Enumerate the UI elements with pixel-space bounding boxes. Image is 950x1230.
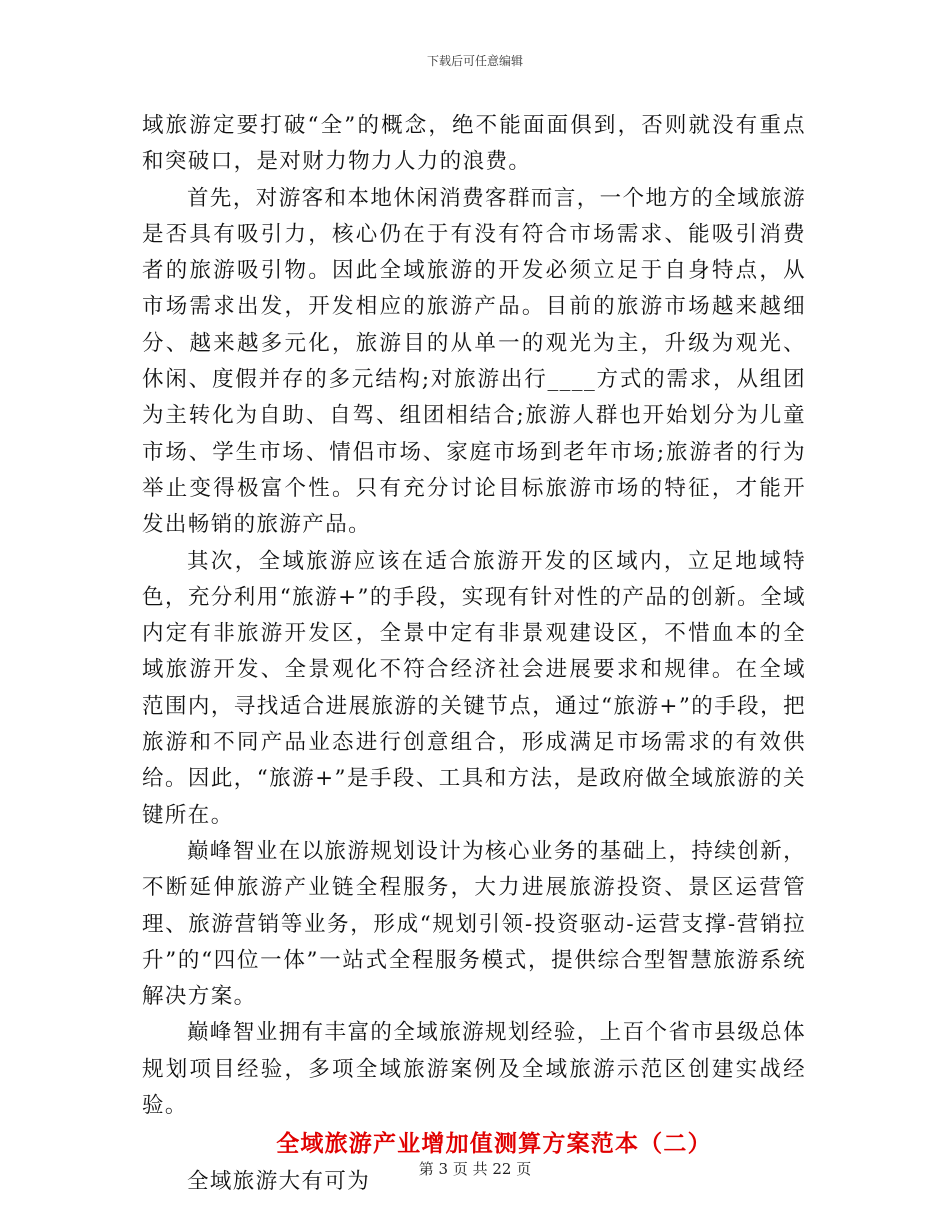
paragraph-continuation: 域旅游定要打破“全”的概念，绝不能面面俱到，否则就没有重点和突破口，是对财力物力人力的浪费。	[142, 113, 806, 175]
page-header: 下载后可任意编辑	[426, 54, 523, 68]
section-heading: 全域旅游产业增加值测算方案范本（二）	[276, 1130, 712, 1158]
paragraph-company-experience: 巅峰智业拥有丰富的全域旅游规划经验，上百个省市县级总体规划项目经验，多项全域旅游案例及全域旅游示范区创建实战经验。	[142, 1020, 806, 1119]
page-footer: 第 3 页 共 22 页	[418, 1160, 532, 1178]
paragraph-company-services: 巅峰智业在以旅游规划设计为核心业务的基础上，持续创新，不断延伸旅游产业链全程服务，大力进展旅游投资、景区运营管理、旅游营销等业务，形成“规划引领-投资驱动-运营支撑-营销拉升”的“四位一体”一站式全程服务模式，提供综合型智慧旅游系统解决方案。	[142, 838, 806, 1010]
document-body	[142, 108, 806, 1201]
paragraph-market-demand: 首先，对游客和本地休闲消费客群而言，一个地方的全域旅游是否具有吸引力，核心仍在于有没有符合市场需求、能吸引消费者的旅游吸引物。因此全域旅游的开发必须立足于自身特点，从市场需求出发，开发相应的旅游产品。目前的旅游市场越来越细分、越来越多元化，旅游目的从单一的观光为主，升级为观光、休闲、度假并存的多元结构;对旅游出行____方式的需求，从组团为主转化为自助、自驾、组团相结合;旅游人群也开始划分为儿童市场、学生市场、情侣市场、家庭市场到老年市场;旅游者的行为举止变得极富个性。只有充分讨论目标旅游市场的特征，才能开发出畅销的旅游产品。	[142, 185, 806, 538]
paragraph-section-intro: 全域旅游大有可为	[187, 1169, 371, 1195]
paragraph-tourism-plus: 其次，全域旅游应该在适合旅游开发的区域内，立足地域特色，充分利用“旅游+”的手段，实现有针对性的产品的创新。全域内定有非旅游开发区，全景中定有非景观建设区，不惜血本的全域旅游开发、全景观化不符合经济社会进展要求和规律。在全域范围内，寻找适合进展旅游的关键节点，通过“旅游+”的手段，把旅游和不同产品业态进行创意组合，形成满足市场需求的有效供给。因此，“旅游+”是手段、工具和方法，是政府做全域旅游的关键所在。	[142, 548, 806, 828]
